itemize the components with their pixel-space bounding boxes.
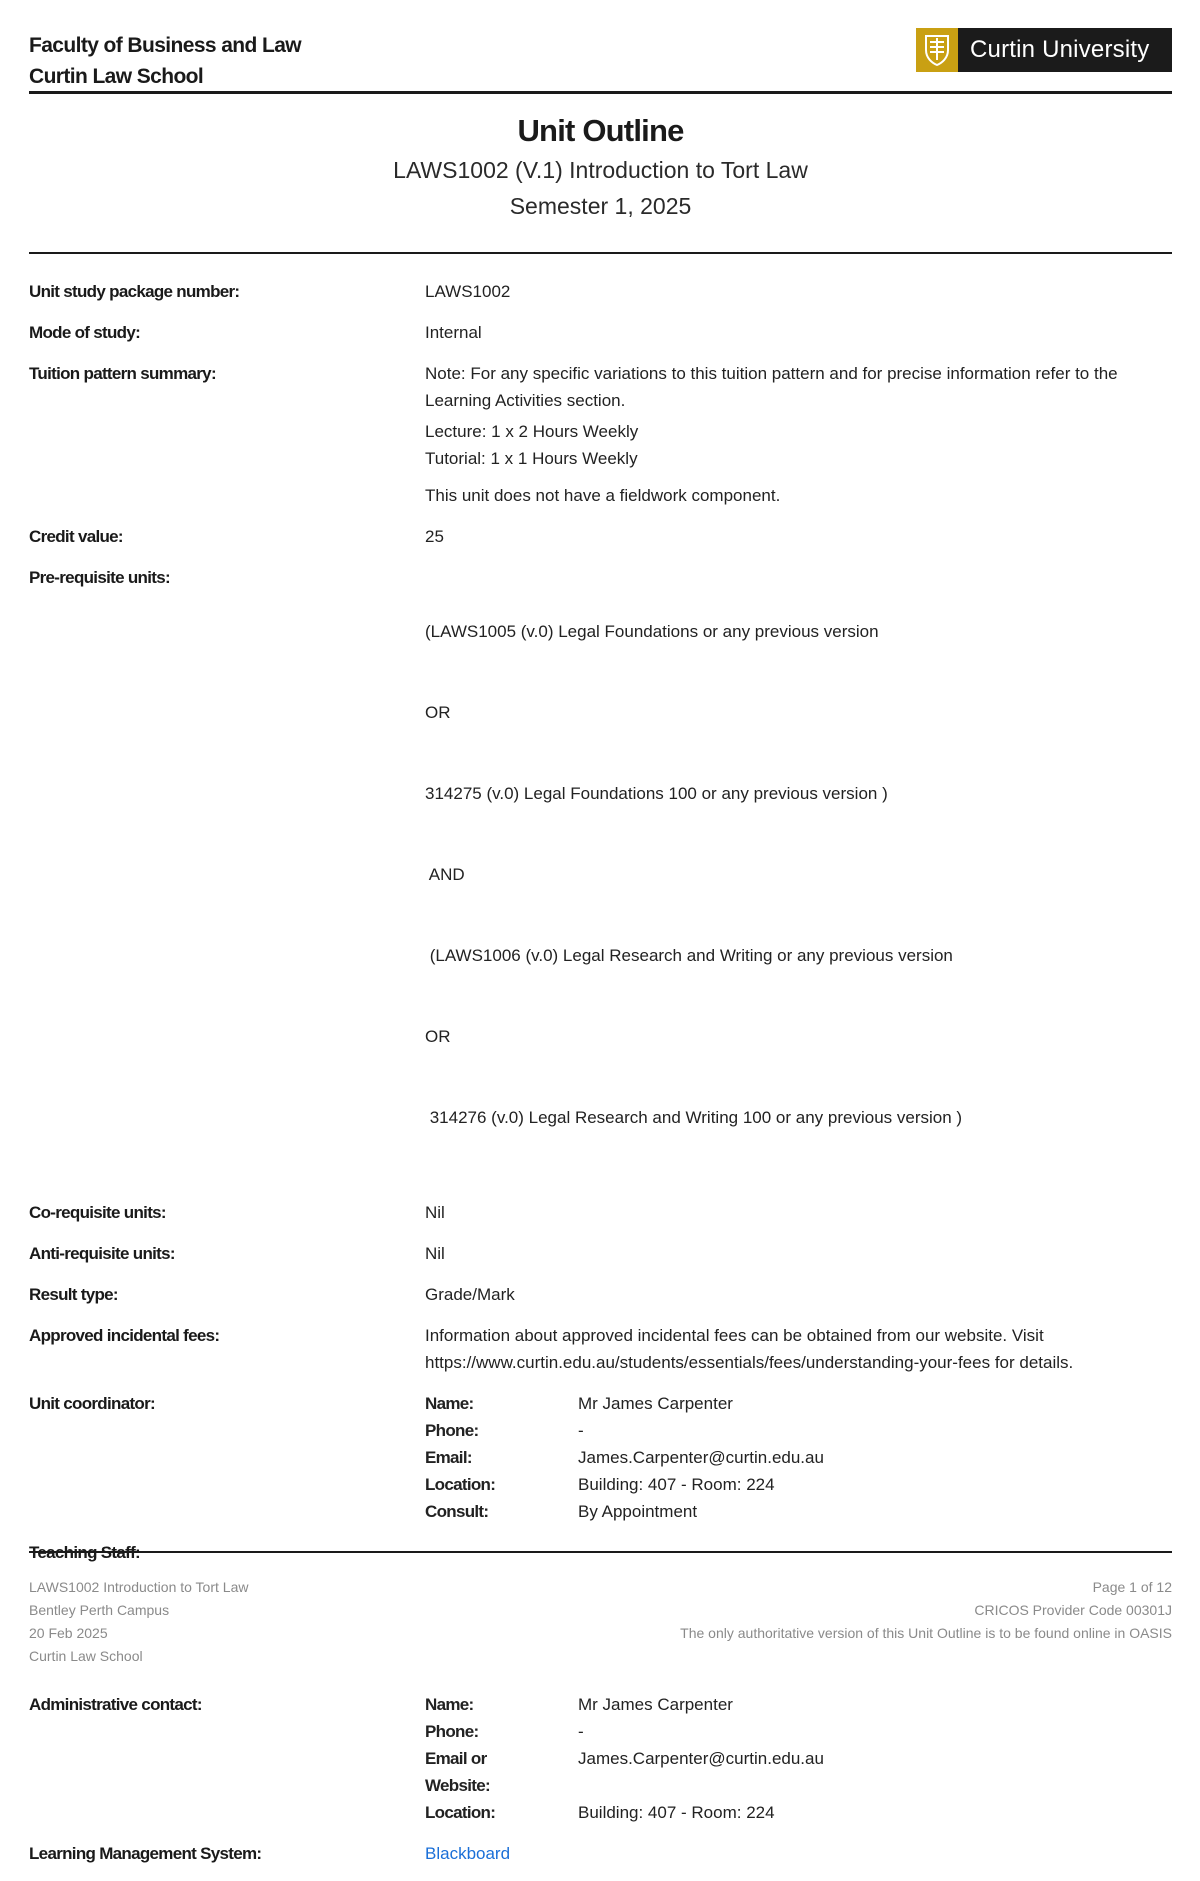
tuition-label: Tuition pattern summary: <box>29 364 216 383</box>
row-admin-contact <box>29 1691 1172 1826</box>
title-divider <box>29 252 1172 254</box>
prerequisite-line: OR <box>425 1027 451 1046</box>
coordinator-email: James.Carpenter@curtin.edu.au <box>578 1448 824 1467</box>
row-mode <box>29 319 1172 346</box>
footer-divider <box>29 1551 1172 1553</box>
credit-value: 25 <box>425 527 444 546</box>
admin-contact-label: Administrative contact: <box>29 1695 202 1714</box>
tuition-lecture: Lecture: 1 x 2 Hours Weekly <box>425 422 639 441</box>
lms-value <box>425 1840 1172 1867</box>
cricos-code: CRICOS Provider Code 00301J <box>974 1602 1172 1618</box>
row-study-package <box>29 278 1172 305</box>
faculty-heading <box>29 30 301 92</box>
coordinator-contact <box>425 1390 1172 1525</box>
result-type-value: Grade/Mark <box>425 1285 515 1304</box>
admin-name: Mr James Carpenter <box>578 1695 733 1714</box>
crest-icon <box>916 28 958 72</box>
row-prerequisites <box>29 564 1172 1185</box>
row-lms <box>29 1840 1172 1867</box>
study-package-label: Unit study package number: <box>29 282 240 301</box>
row-result-type <box>29 1281 1172 1308</box>
tuition-note: Note: For any specific variations to this tuition pattern and for precise information refer to the Learning Activities section. <box>425 364 1118 410</box>
antirequisites-label: Anti-requisite units: <box>29 1244 175 1263</box>
unit-outline-page <box>29 0 1172 1863</box>
lms-label: Learning Management System: <box>29 1844 262 1863</box>
result-type-label: Result type: <box>29 1285 118 1304</box>
prerequisite-line: 314275 (v.0) Legal Foundations 100 or any previous version ) <box>425 784 888 803</box>
study-package-value: LAWS1002 <box>425 282 511 301</box>
antirequisites-value: Nil <box>425 1244 445 1263</box>
prerequisite-line: 314276 (v.0) Legal Research and Writing 100 or any previous version ) <box>425 1108 963 1127</box>
corequisites-value: Nil <box>425 1203 445 1222</box>
prerequisite-line: OR <box>425 703 451 722</box>
contact-key: Email or Website: <box>425 1749 490 1795</box>
footer-date: 20 Feb 2025 <box>29 1625 108 1641</box>
contact-key: Consult: <box>425 1502 489 1521</box>
faculty-name: Faculty of Business and Law <box>29 34 302 57</box>
contact-key: Phone: <box>425 1421 479 1440</box>
coordinator-label: Unit coordinator: <box>29 1394 155 1413</box>
footer-unit: LAWS1002 Introduction to Tort Law <box>29 1579 249 1595</box>
row-antirequisites <box>29 1240 1172 1267</box>
admin-email: James.Carpenter@curtin.edu.au <box>578 1749 824 1768</box>
semester: Semester 1, 2025 <box>509 193 692 219</box>
curtin-logo <box>916 28 1172 72</box>
coordinator-name: Mr James Carpenter <box>578 1394 733 1413</box>
coordinator-location: Building: 407 - Room: 224 <box>578 1475 775 1494</box>
footer-right <box>680 1576 1172 1645</box>
blackboard-link[interactable]: Blackboard <box>425 1844 511 1863</box>
mode-label: Mode of study: <box>29 323 141 342</box>
row-credit <box>29 523 1172 550</box>
authoritative-note: The only authoritative version of this Unit Outline is to be found online in OASIS <box>680 1625 1172 1641</box>
contact-key: Name: <box>425 1394 474 1413</box>
contact-key: Phone: <box>425 1722 479 1741</box>
prerequisite-line: (LAWS1006 (v.0) Legal Research and Writing or any previous version <box>425 946 953 965</box>
title-block <box>29 110 1172 224</box>
prerequisite-line: (LAWS1005 (v.0) Legal Foundations or any previous version <box>425 622 879 641</box>
contact-key: Location: <box>425 1803 496 1822</box>
tuition-tutorial: Tutorial: 1 x 1 Hours Weekly <box>425 449 638 468</box>
credit-label: Credit value: <box>29 527 123 546</box>
coordinator-consult: By Appointment <box>578 1502 698 1521</box>
fees-value: Information about approved incidental fees can be obtained from our website. Visit https://www.curtin.edu.au/students/essentials/fees/understanding-your-fees for details. <box>425 1326 1074 1372</box>
row-coordinator <box>29 1390 1172 1525</box>
admin-contact <box>425 1691 1172 1826</box>
page-title: Unit Outline <box>517 113 684 148</box>
admin-location: Building: 407 - Room: 224 <box>578 1803 775 1822</box>
prerequisites-value <box>425 564 1172 1185</box>
prerequisite-line: AND <box>425 865 465 884</box>
row-corequisites <box>29 1199 1172 1226</box>
school-name: Curtin Law School <box>29 65 204 88</box>
logo-text: Curtin University <box>970 36 1150 63</box>
contact-key: Email: <box>425 1448 472 1467</box>
coordinator-phone: - <box>578 1421 584 1440</box>
row-fees <box>29 1322 1172 1376</box>
unit-name: LAWS1002 (V.1) Introduction to Tort Law <box>393 157 808 183</box>
tuition-fieldwork: This unit does not have a fieldwork component. <box>425 486 781 505</box>
page-header <box>29 28 1172 90</box>
prerequisites-label: Pre-requisite units: <box>29 568 170 587</box>
mode-value: Internal <box>425 323 482 342</box>
tuition-value <box>425 360 1172 509</box>
row-tuition <box>29 360 1172 509</box>
corequisites-label: Co-requisite units: <box>29 1203 166 1222</box>
footer-left <box>29 1576 248 1668</box>
page-number: Page 1 of 12 <box>1092 1579 1172 1595</box>
contact-key: Location: <box>425 1475 496 1494</box>
footer-school: Curtin Law School <box>29 1648 143 1664</box>
footer-campus: Bentley Perth Campus <box>29 1602 170 1618</box>
header-divider <box>29 91 1172 94</box>
contact-key: Name: <box>425 1695 474 1714</box>
admin-phone: - <box>578 1722 584 1741</box>
fees-label: Approved incidental fees: <box>29 1326 220 1345</box>
